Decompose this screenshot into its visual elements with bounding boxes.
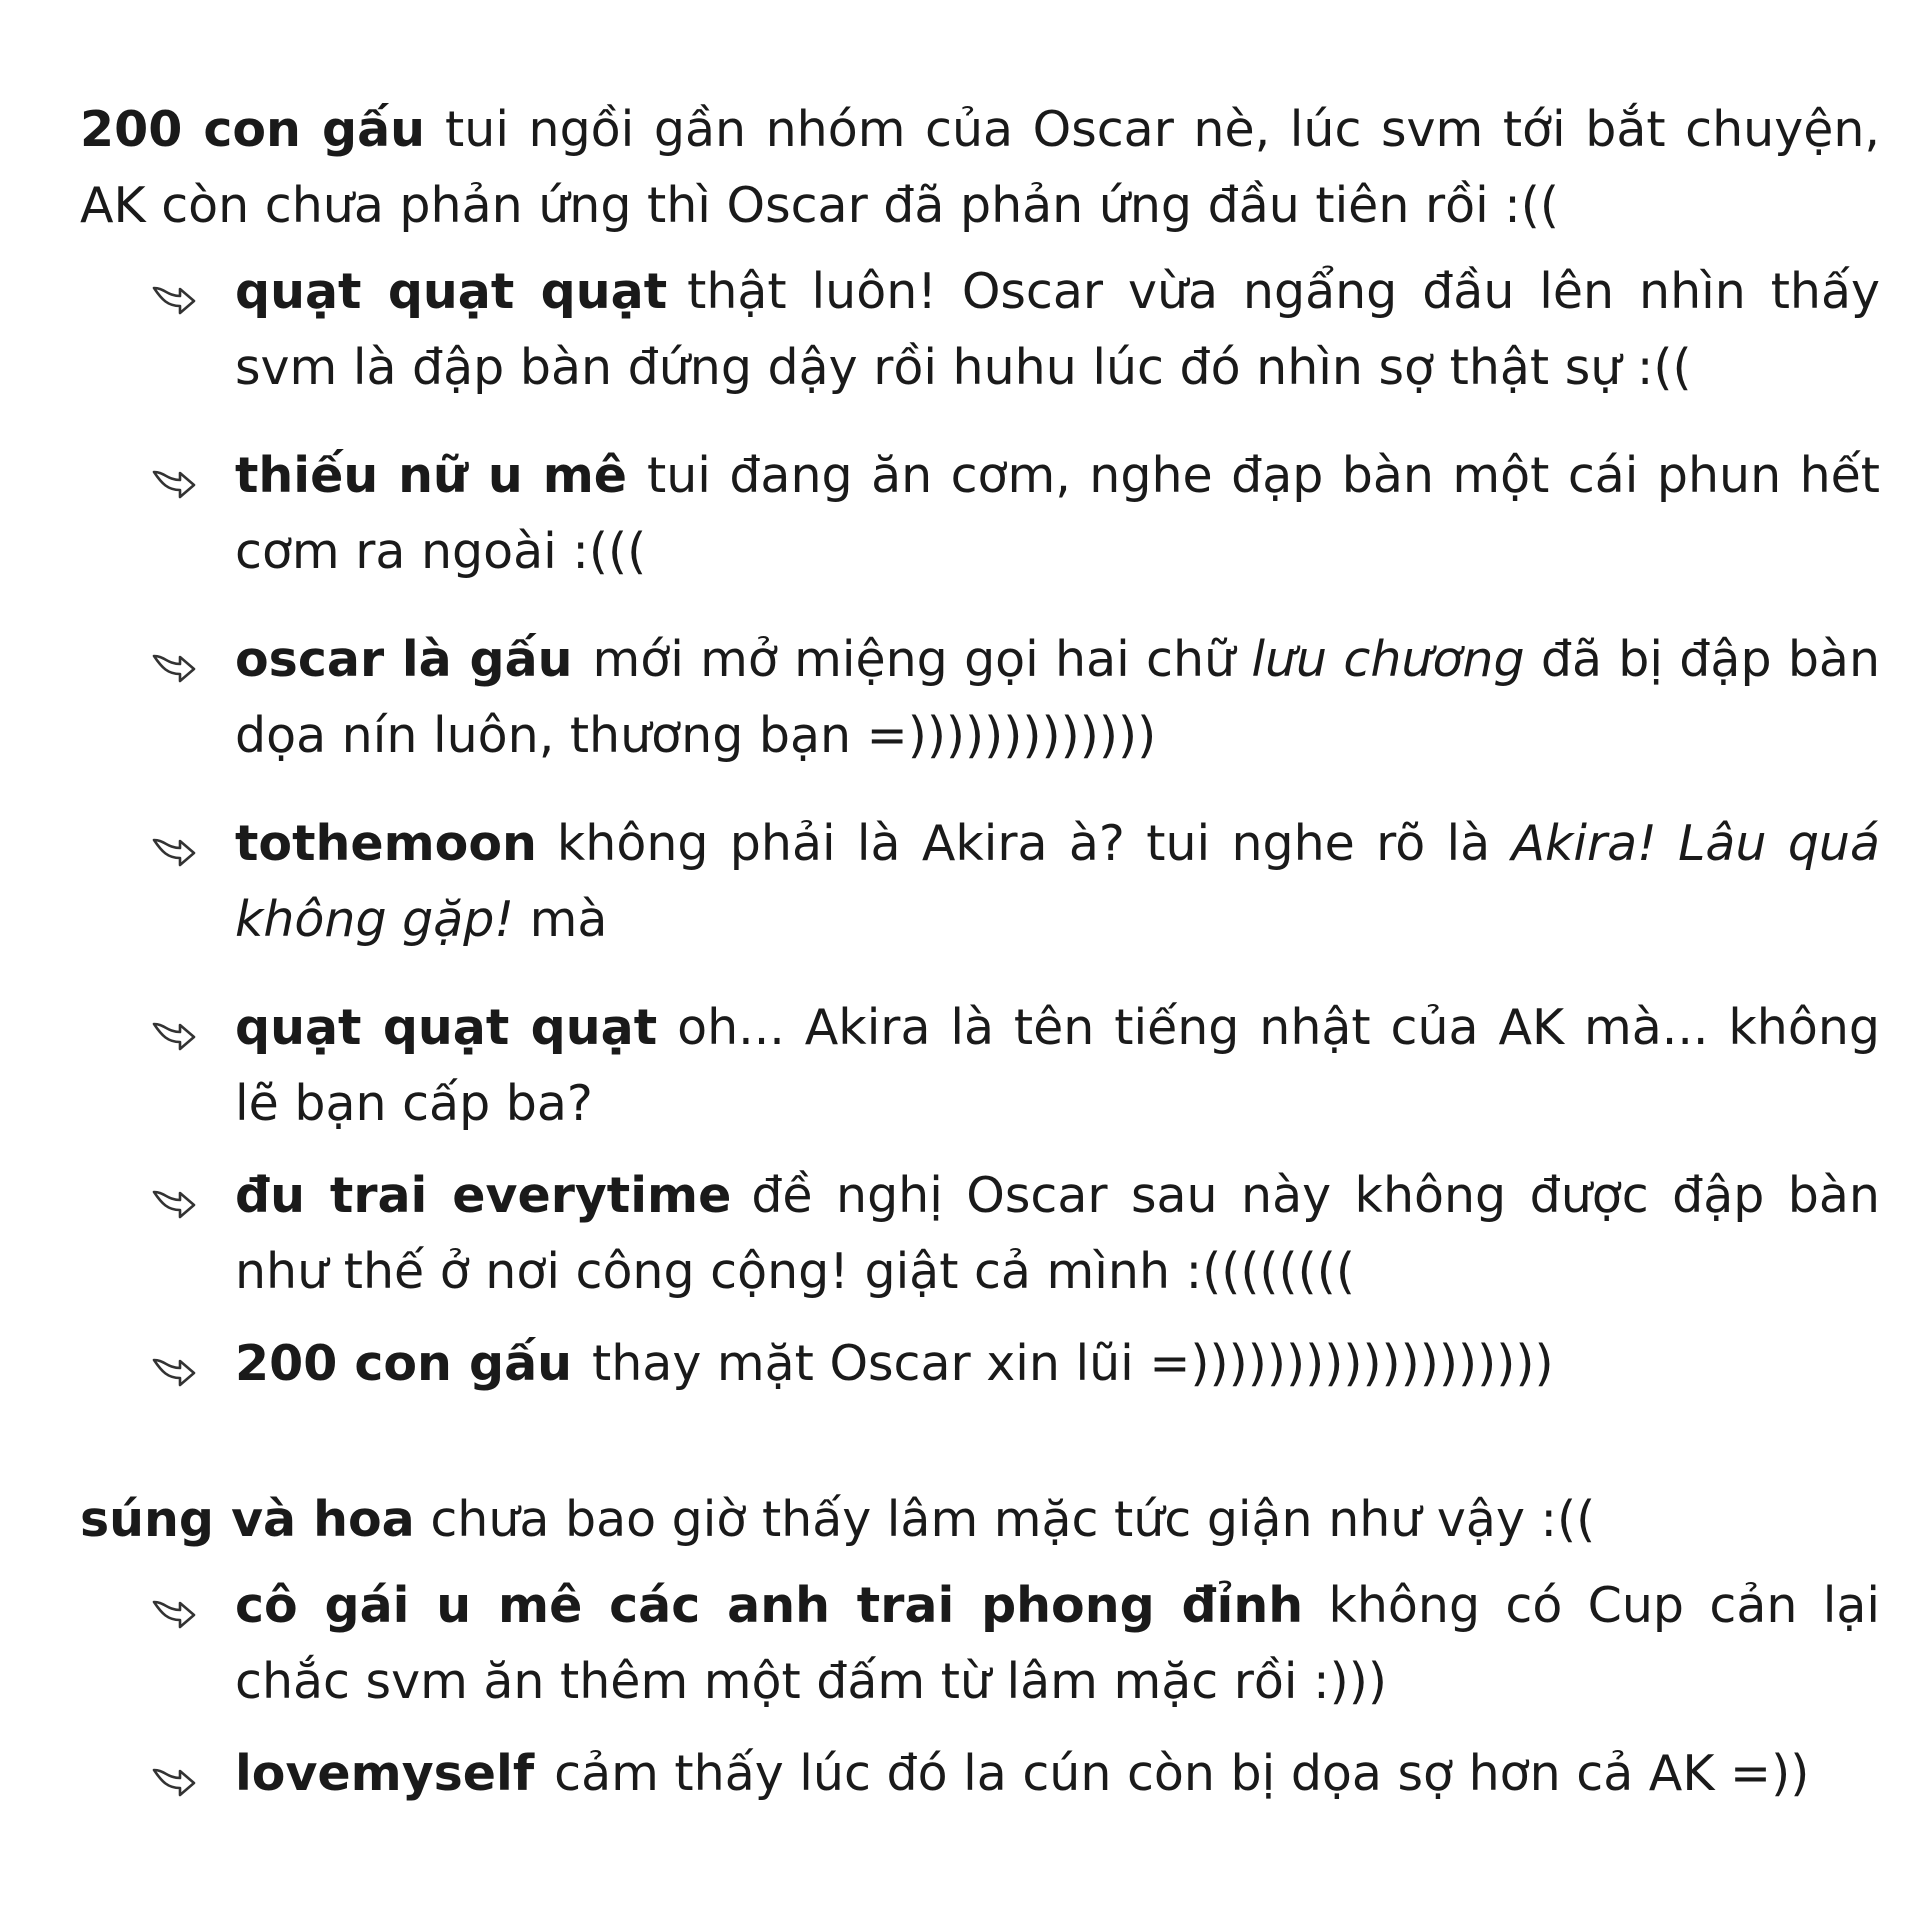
reply-text: không phải là Akira à? tui nghe rõ là <box>556 815 1491 872</box>
reply-username[interactable]: quạt quạt quạt <box>235 999 658 1056</box>
reply-item <box>80 438 1880 590</box>
reply-text: đã bị đập bàn dọa nín luôn, thương bạn =))))))))))))) <box>235 631 1881 764</box>
reply-item <box>80 1326 1880 1402</box>
comment-thread-1 <box>80 92 1880 1402</box>
reply-text: oh... Akira là tên tiếng nhật của AK mà... không lẽ bạn cấp ba? <box>235 999 1880 1132</box>
comment-username[interactable]: súng và hoa <box>80 1491 415 1548</box>
reply-text: mới mở miệng gọi hai chữ <box>592 631 1236 688</box>
reply-username[interactable]: thiếu nữ u mê <box>235 447 627 504</box>
reply-username[interactable]: đu trai everytime <box>235 1167 732 1224</box>
reply-item <box>80 990 1880 1142</box>
reply-text: tui đang ăn cơm, nghe đạp bàn một cái phun hết cơm ra ngoài :((( <box>235 447 1880 580</box>
reply-text: không có Cup cản lại chắc svm ăn thêm một đấm từ lâm mặc rồi :))) <box>235 1577 1881 1710</box>
reply-item <box>80 254 1880 406</box>
reply-arrow-icon <box>150 834 198 870</box>
reply-username[interactable]: quạt quạt quạt <box>235 263 668 320</box>
reply-username[interactable]: tothemoon <box>235 815 537 872</box>
comment-username[interactable]: 200 con gấu <box>80 101 426 158</box>
reply-username[interactable]: lovemyself <box>235 1745 535 1802</box>
reply-item <box>80 1736 1880 1812</box>
reply-arrow-icon <box>150 650 198 686</box>
reply-text: mà <box>529 891 608 948</box>
reply-text: thật luôn! Oscar vừa ngẩng đầu lên nhìn thấy svm là đập bàn đứng dậy rồi huhu lúc đó nhìn sợ thật sự :(( <box>235 263 1880 396</box>
reply-username[interactable]: oscar là gấu <box>235 631 573 688</box>
reply-text-italic: Akira! Lâu quá không gặp! <box>235 815 1881 948</box>
reply-arrow-icon <box>150 1018 198 1054</box>
comment <box>80 1482 1880 1558</box>
reply-item <box>80 806 1880 958</box>
comment <box>80 92 1880 244</box>
reply-item <box>80 1568 1880 1720</box>
comment-thread-2 <box>80 1482 1880 1812</box>
reply-arrow-icon <box>150 1354 198 1390</box>
reply-list <box>80 1568 1880 1812</box>
comment-text: chưa bao giờ thấy lâm mặc tức giận như vậy :(( <box>430 1491 1596 1548</box>
reply-list <box>80 254 1880 1402</box>
reply-text-italic: lưu chương <box>1251 631 1525 688</box>
reply-username[interactable]: cô gái u mê các anh trai phong đỉnh <box>235 1577 1304 1634</box>
reply-item <box>80 622 1880 774</box>
comment-text: tui ngồi gần nhóm của Oscar nè, lúc svm tới bắt chuyện, AK còn chưa phản ứng thì Oscar đã phản ứng đầu tiên rồi :(( <box>80 101 1880 234</box>
reply-text: thay mặt Oscar xin lũi =))))))))))))))))))) <box>592 1335 1554 1392</box>
reply-text: đề nghị Oscar sau này không được đập bàn như thế ở nơi công cộng! giật cả mình :(((((((( <box>235 1167 1880 1300</box>
reply-arrow-icon <box>150 1764 198 1800</box>
reply-username[interactable]: 200 con gấu <box>235 1335 573 1392</box>
reply-text: cảm thấy lúc đó la cún còn bị dọa sợ hơn cả AK =)) <box>554 1745 1810 1802</box>
reply-arrow-icon <box>150 1186 198 1222</box>
reply-arrow-icon <box>150 282 198 318</box>
reply-arrow-icon <box>150 466 198 502</box>
reply-item <box>80 1158 1880 1310</box>
reply-arrow-icon <box>150 1596 198 1632</box>
